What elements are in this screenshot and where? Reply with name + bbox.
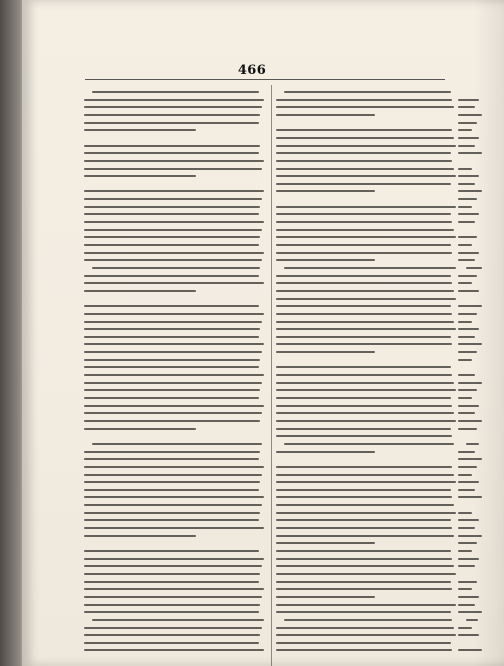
text-line-placeholder [84,259,262,261]
text-line-placeholder [84,573,260,575]
text-line-placeholder [276,244,451,246]
text-line-placeholder [84,466,264,468]
text-line-placeholder [276,252,452,254]
text-line-placeholder [84,122,259,124]
text-line-placeholder [458,596,479,598]
text-line-placeholder [276,649,452,651]
text-line-placeholder [276,489,451,491]
text-line-placeholder [84,405,264,407]
text-line-placeholder [276,634,456,636]
text-line-placeholder [458,496,482,498]
text-line-placeholder [84,474,262,476]
text-line-placeholder [84,634,260,636]
text-line-placeholder [276,428,451,430]
text-line-placeholder [276,152,451,154]
text-line-placeholder [458,359,472,361]
text-line-placeholder [458,305,482,307]
text-line-placeholder [92,443,262,445]
text-line-placeholder [458,512,472,514]
text-line-placeholder [466,267,482,269]
text-line-placeholder [284,443,454,445]
text-line-placeholder [458,397,472,399]
text-line-placeholder [458,198,477,200]
text-line-placeholder [84,221,264,223]
text-line-placeholder [276,412,454,414]
text-line-placeholder [276,581,451,583]
header-rule [85,79,445,80]
text-line-placeholder [84,451,260,453]
text-line-placeholder [458,122,477,124]
text-line-placeholder [84,229,262,231]
text-line-placeholder [84,198,262,200]
text-line-placeholder [276,343,452,345]
text-line-placeholder [458,351,477,353]
text-line-placeholder [276,290,454,292]
text-line-placeholder [276,496,452,498]
text-line-placeholder [276,336,451,338]
text-line-placeholder [458,627,472,629]
text-line-placeholder [92,619,264,621]
text-line-placeholder [84,504,262,506]
text-line-placeholder [84,244,259,246]
text-line-placeholder [276,588,452,590]
text-line-placeholder [458,420,482,422]
text-line-placeholder [458,565,475,567]
text-line-placeholder [276,405,452,407]
text-line-placeholder [458,558,479,560]
text-line-placeholder [84,604,260,606]
text-line-placeholder [458,313,477,315]
text-line-placeholder [276,596,375,598]
text-line-placeholder [276,305,451,307]
text-line-placeholder [458,106,475,108]
text-line-placeholder [84,649,264,651]
text-line-placeholder [458,374,475,376]
text-line-placeholder [84,328,260,330]
text-line-placeholder [458,458,482,460]
text-line-placeholder [84,145,260,147]
page-number: 466 [237,63,267,78]
text-line-placeholder [276,129,452,131]
text-line-placeholder [276,550,451,552]
text-column-edge [458,91,484,661]
text-line-placeholder [84,558,264,560]
text-line-placeholder [84,129,196,131]
text-line-placeholder [458,321,472,323]
text-line-placeholder [84,366,259,368]
text-line-placeholder [458,611,482,613]
text-line-placeholder [84,321,262,323]
text-line-placeholder [276,466,452,468]
text-line-placeholder [276,213,451,215]
text-line-placeholder [276,420,456,422]
text-line-placeholder [458,328,479,330]
text-line-placeholder [458,137,479,139]
text-line-placeholder [84,168,262,170]
text-line-placeholder [84,527,264,529]
text-line-placeholder [84,535,196,537]
text-line-placeholder [458,259,475,261]
text-line-placeholder [276,275,451,277]
text-line-placeholder [458,466,477,468]
text-line-placeholder [84,359,260,361]
text-line-placeholder [84,496,264,498]
text-line-placeholder [84,412,262,414]
text-line-placeholder [84,160,264,162]
text-line-placeholder [458,183,475,185]
text-line-placeholder [84,343,264,345]
text-line-placeholder [276,183,451,185]
text-line-placeholder [276,328,456,330]
text-line-placeholder [84,428,196,430]
text-line-placeholder [276,114,375,116]
text-line-placeholder [276,99,452,101]
text-line-placeholder [276,321,454,323]
text-line-placeholder [458,145,475,147]
text-line-placeholder [276,611,451,613]
text-line-placeholder [458,474,472,476]
text-line-placeholder [276,627,454,629]
text-line-placeholder [466,619,478,621]
text-line-placeholder [458,244,472,246]
text-line-placeholder [458,634,479,636]
text-line-placeholder [276,382,454,384]
text-line-placeholder [458,489,475,491]
text-line-placeholder [84,519,259,521]
text-line-placeholder [458,336,475,338]
text-line-placeholder [458,275,477,277]
text-line-placeholder [276,558,452,560]
text-line-placeholder [458,604,475,606]
text-line-placeholder [84,512,260,514]
text-line-placeholder [276,137,454,139]
text-line-placeholder [276,512,456,514]
text-line-placeholder [276,366,451,368]
text-line-placeholder [276,168,454,170]
text-line-placeholder [84,336,259,338]
text-line-placeholder [458,129,472,131]
text-line-placeholder [84,611,259,613]
text-line-placeholder [84,420,260,422]
text-line-placeholder [276,160,452,162]
text-line-placeholder [84,374,264,376]
text-line-placeholder [92,91,259,93]
text-line-placeholder [84,458,259,460]
text-line-placeholder [458,190,482,192]
text-line-placeholder [276,397,451,399]
text-line-placeholder [458,221,475,223]
text-line-placeholder [458,290,479,292]
text-line-placeholder [276,229,454,231]
text-line-placeholder [458,451,475,453]
text-line-placeholder [276,190,375,192]
text-line-placeholder [276,519,451,521]
text-line-placeholder [458,519,479,521]
text-line-placeholder [84,581,259,583]
text-line-placeholder [458,649,482,651]
text-line-placeholder [84,389,260,391]
text-line-placeholder [458,581,477,583]
text-line-placeholder [458,252,479,254]
text-line-placeholder [276,282,452,284]
text-line-placeholder [458,481,479,483]
text-line-placeholder [276,236,456,238]
text-line-placeholder [84,382,262,384]
text-line-placeholder [84,351,262,353]
text-line-placeholder [84,99,264,101]
text-line-placeholder [458,168,472,170]
text-line-placeholder [276,145,456,147]
text-line-placeholder [458,175,479,177]
text-line-placeholder [458,428,477,430]
text-line-placeholder [458,382,482,384]
text-line-placeholder [276,481,456,483]
column-divider [271,85,272,666]
text-line-placeholder [458,213,479,215]
text-line-placeholder [84,175,196,177]
text-line-placeholder [84,152,259,154]
text-line-placeholder [84,397,259,399]
text-line-placeholder [458,550,472,552]
text-line-placeholder [84,565,262,567]
text-line-placeholder [276,259,375,261]
text-column-left [84,91,264,661]
text-line-placeholder [276,374,452,376]
text-line-placeholder [458,389,477,391]
text-line-placeholder [276,206,456,208]
text-line-placeholder [458,236,477,238]
text-line-placeholder [458,527,475,529]
text-line-placeholder [284,91,451,93]
text-line-placeholder [84,282,264,284]
text-line-placeholder [84,236,260,238]
text-line-placeholder [276,573,456,575]
text-line-placeholder [458,405,479,407]
text-line-placeholder [276,351,375,353]
text-line-placeholder [276,451,375,453]
text-line-placeholder [84,275,259,277]
text-line-placeholder [276,542,375,544]
text-line-placeholder [84,114,260,116]
text-line-placeholder [276,298,456,300]
text-line-placeholder [458,114,482,116]
text-line-placeholder [458,343,482,345]
text-line-placeholder [84,627,262,629]
text-line-placeholder [276,604,456,606]
text-line-placeholder [458,588,472,590]
text-line-placeholder [466,443,479,445]
text-line-placeholder [84,489,259,491]
text-line-placeholder [458,535,482,537]
text-line-placeholder [84,642,259,644]
text-line-placeholder [458,412,475,414]
text-line-placeholder [84,305,259,307]
text-column-right [276,91,456,661]
text-line-placeholder [84,190,264,192]
text-line-placeholder [84,213,259,215]
text-line-placeholder [276,175,456,177]
text-line-placeholder [276,313,452,315]
text-line-placeholder [84,481,260,483]
text-line-placeholder [84,313,264,315]
text-line-placeholder [84,206,260,208]
text-line-placeholder [276,474,454,476]
text-line-placeholder [92,267,260,269]
text-line-placeholder [276,642,451,644]
text-line-placeholder [276,565,454,567]
text-line-placeholder [84,252,264,254]
text-line-placeholder [84,106,262,108]
text-line-placeholder [84,588,264,590]
text-line-placeholder [458,542,477,544]
text-line-placeholder [84,596,262,598]
text-line-placeholder [276,535,454,537]
text-line-placeholder [458,152,482,154]
text-line-placeholder [84,550,259,552]
text-line-placeholder [458,99,479,101]
text-line-placeholder [458,206,472,208]
text-line-placeholder [84,290,196,292]
text-line-placeholder [276,221,452,223]
text-line-placeholder [276,527,452,529]
text-line-placeholder [276,504,454,506]
text-line-placeholder [276,389,456,391]
text-line-placeholder [276,106,454,108]
text-line-placeholder [284,619,452,621]
text-line-placeholder [458,282,472,284]
text-line-placeholder [284,267,456,269]
text-line-placeholder [276,435,452,437]
